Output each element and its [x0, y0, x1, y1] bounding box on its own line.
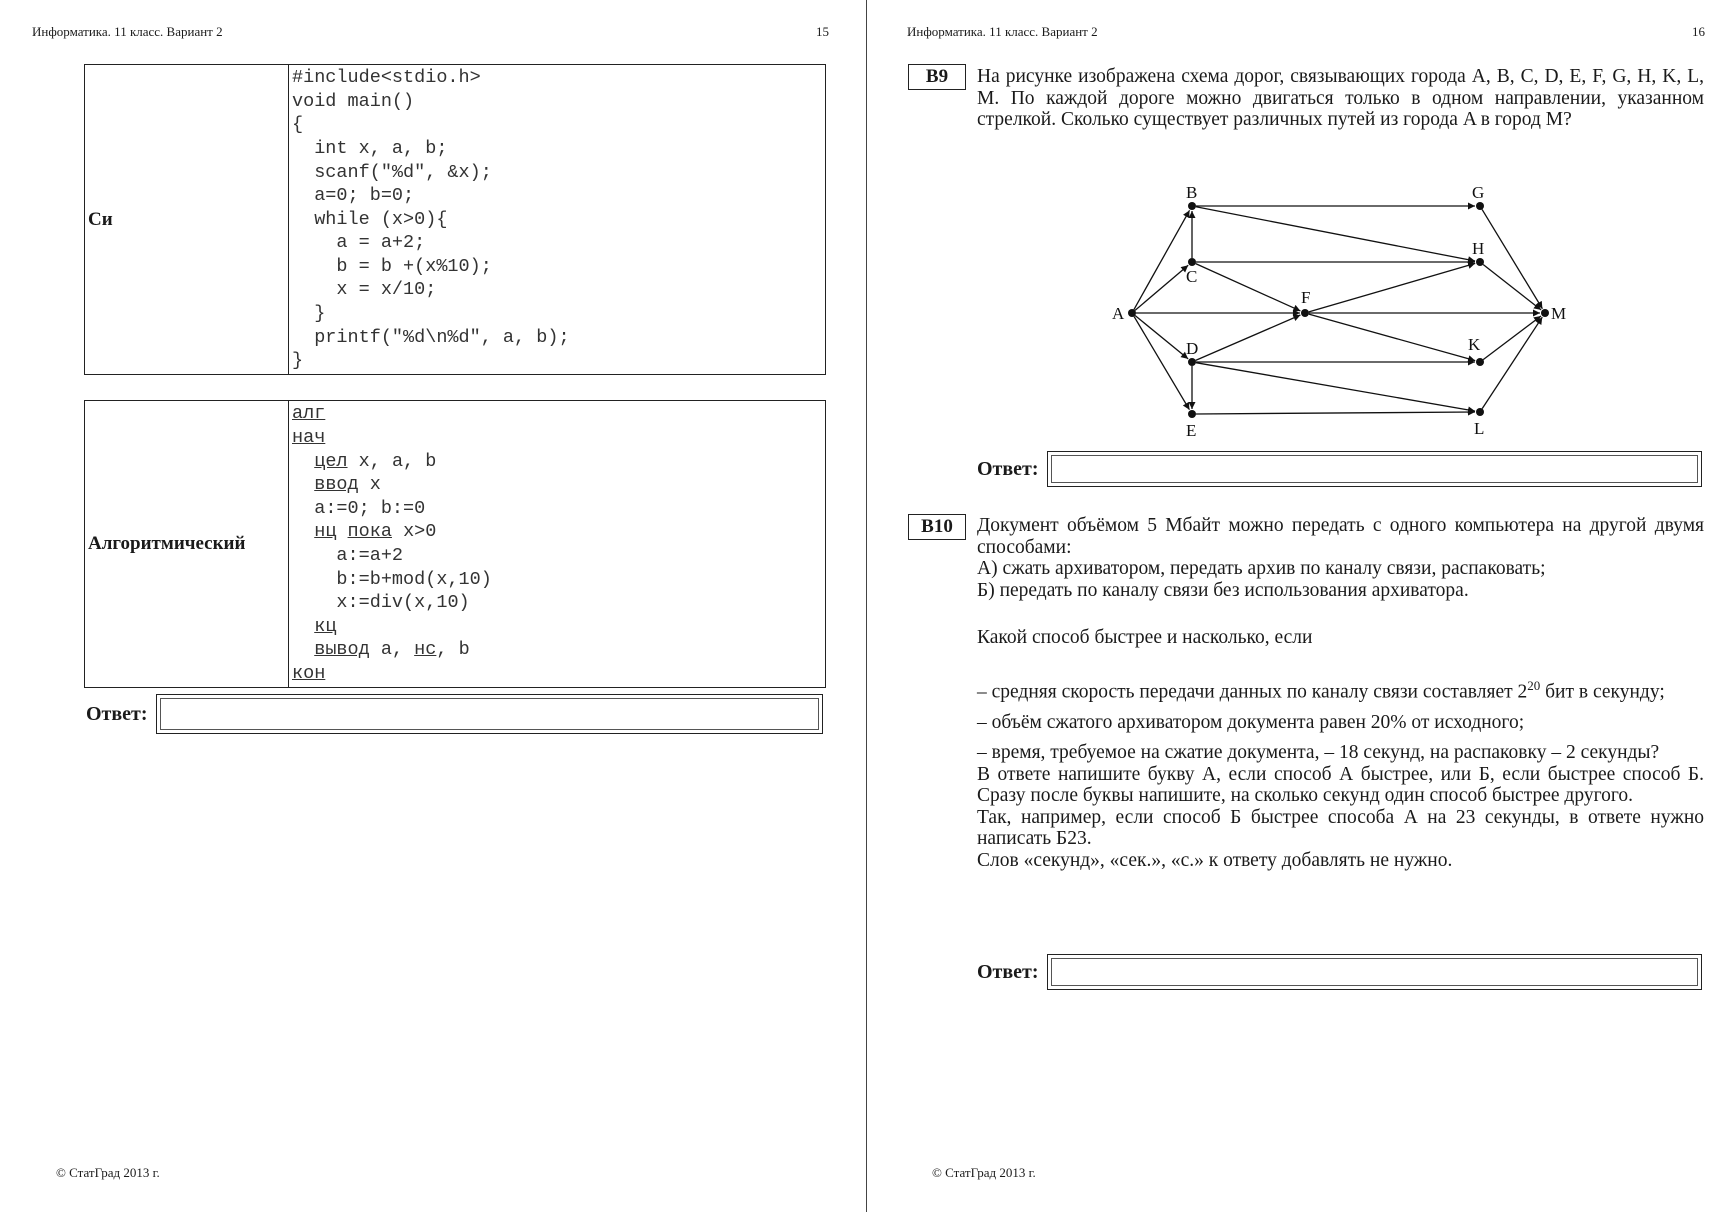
- code-line: }: [292, 303, 326, 325]
- page-footer: © СтатГрад 2013 г.: [932, 1165, 1036, 1180]
- task-id-b9: B9: [908, 64, 966, 90]
- language-label-c: Си: [85, 65, 289, 375]
- code-line: ввод x: [314, 474, 381, 496]
- keyword: нс: [414, 639, 437, 661]
- city-label-M: M: [1551, 304, 1567, 323]
- keyword: цел: [314, 450, 348, 472]
- page-footer: © СтатГрад 2013 г.: [56, 1165, 160, 1180]
- b10-condition-speed: – средняя скорость передачи данных по каналу связи составляет $2^{20}$ бит в секунду;: [977, 677, 1665, 702]
- road-edge-D-L: [1196, 363, 1475, 411]
- answer-label: Ответ:: [977, 457, 1039, 480]
- road-edge-A-D: [1135, 316, 1188, 359]
- code-line: }: [292, 350, 304, 372]
- keyword: кц: [314, 615, 337, 637]
- city-label-K: K: [1468, 335, 1481, 354]
- right-page: [867, 0, 1733, 1212]
- language-label-alg: Алгоритмический: [85, 401, 289, 688]
- keyword: пока: [347, 521, 392, 543]
- answer-label: Ответ:: [977, 960, 1039, 983]
- city-label-E: E: [1186, 421, 1197, 440]
- road-edge-A-E: [1134, 316, 1189, 409]
- road-edge-E-L: [1196, 412, 1475, 414]
- city-node-E: [1188, 410, 1196, 418]
- code-line: a:=0; b:=0: [314, 497, 426, 519]
- road-edge-F-H: [1309, 263, 1475, 311]
- road-edge-B-H: [1196, 207, 1475, 261]
- code-line: [292, 615, 822, 639]
- road-edge-G-M: [1482, 209, 1542, 308]
- road-edge-F-K: [1309, 314, 1475, 361]
- b10-answer-row: [977, 954, 1702, 990]
- b9-question: На рисунке изображена схема дорог, связывающих города A, B, C, D, E, F, G, H, K, L, M. По каждой дороге можно двигаться только в одном направлении, указанном стрелкой. Сколько существует различных путей из города A в город M?: [977, 66, 1704, 130]
- road-edge-C-F: [1196, 264, 1301, 311]
- road-edge-L-M: [1482, 317, 1542, 408]
- code-line: printf("%d\n%d", a, b);: [292, 326, 570, 348]
- road-edge-A-B: [1134, 210, 1190, 309]
- code-line: x = x/10;: [292, 279, 437, 301]
- city-node-L: [1476, 408, 1484, 416]
- city-node-D: [1188, 358, 1196, 366]
- code-line: #include<stdio.h>: [292, 67, 481, 89]
- code-line: вывод a, нс, b: [314, 639, 470, 661]
- code-line: a = a+2;: [292, 232, 426, 254]
- b10-answer-field[interactable]: [1047, 954, 1702, 990]
- city-node-B: [1188, 202, 1196, 210]
- keyword: алг: [292, 403, 326, 425]
- code-line: b = b +(x%10);: [292, 255, 492, 277]
- b9-answer-row: [977, 451, 1702, 487]
- keyword: нач: [292, 427, 326, 449]
- city-node-M: [1541, 309, 1549, 317]
- city-label-H: H: [1472, 239, 1485, 258]
- city-node-A: [1128, 309, 1136, 317]
- page-number: 16: [1692, 24, 1705, 39]
- code-line: [292, 402, 822, 426]
- road-edge-D-F: [1196, 315, 1301, 360]
- city-node-G: [1476, 202, 1484, 210]
- c-code-table: [84, 64, 826, 375]
- city-node-K: [1476, 358, 1484, 366]
- keyword: ввод: [314, 474, 359, 496]
- b9-answer-field[interactable]: [1047, 451, 1702, 487]
- code-line: x:=div(x,10): [336, 592, 470, 614]
- page-header: Информатика. 11 класс. Вариант 2: [32, 24, 223, 39]
- code-line: нц пока x>0: [314, 521, 437, 543]
- page-header: Информатика. 11 класс. Вариант 2: [907, 24, 1098, 39]
- alg-source-code: [289, 401, 826, 688]
- code-line: [292, 426, 822, 450]
- city-node-C: [1188, 258, 1196, 266]
- road-edge-A-C: [1135, 265, 1188, 310]
- b10-question: Документ объёмом 5 Мбайт можно передать с одного компьютера на другой двумя способами: А) сжать архиватором, передать архив по каналу связи, распаковать; Б) передать по каналу связи без использования архиватора. Какой способ быстрее и насколько, если – средняя скорость передачи данных по каналу связи составляет $2^{20}$ бит в секунду; – объём сжатого архиватором документа равен 20% от исходного; – время, требуемое на сжатие документа, – 18 секунд, на распаковку – 2 секунды? В ответе напишите букву А, если способ А быстрее, или Б, если быстрее способ Б. Сразу после буквы напишите, на сколько секунд один способ быстрее другого. Так, например, если способ Б быстрее способа А на 23 секунды, в ответе нужно написать Б23. Слов «секунд», «сек.», «с.» к ответу добавлять не нужно.: [977, 515, 1704, 871]
- page-number: 15: [816, 24, 829, 39]
- code-line: b:=b+mod(x,10): [336, 568, 492, 590]
- city-label-G: G: [1472, 183, 1485, 202]
- c-source-code: [289, 65, 826, 375]
- city-label-B: B: [1186, 183, 1198, 202]
- code-line: void main(): [292, 90, 415, 112]
- answer-label: Ответ:: [86, 702, 148, 725]
- city-node-F: [1301, 309, 1309, 317]
- code-line: a=0; b=0;: [292, 185, 415, 207]
- keyword: вывод: [314, 639, 370, 661]
- code-line: цел x, a, b: [314, 450, 437, 472]
- code-line: a:=a+2: [336, 545, 404, 566]
- code-line: scanf("%d", &x);: [292, 161, 492, 183]
- code-line: {: [292, 114, 304, 136]
- code-line: while (x>0){: [292, 208, 448, 230]
- keyword: кон: [292, 662, 326, 684]
- answer-row: [86, 694, 823, 734]
- city-label-D: D: [1186, 339, 1199, 358]
- alg-code-table: [84, 400, 826, 688]
- city-label-A: A: [1112, 304, 1125, 323]
- code-line: [292, 662, 822, 686]
- task-id-b10: B10: [908, 514, 966, 540]
- keyword: нц: [314, 521, 337, 543]
- city-label-L: L: [1474, 419, 1485, 438]
- road-edge-H-M: [1483, 264, 1541, 309]
- road-graph-diagram: [867, 0, 1733, 460]
- left-page: [0, 0, 866, 1212]
- city-node-H: [1476, 258, 1484, 266]
- city-label-F: F: [1301, 288, 1311, 307]
- road-edge-K-M: [1483, 316, 1541, 360]
- city-label-C: C: [1186, 267, 1198, 286]
- code-line: int x, a, b;: [292, 137, 448, 159]
- answer-field[interactable]: [156, 694, 823, 734]
